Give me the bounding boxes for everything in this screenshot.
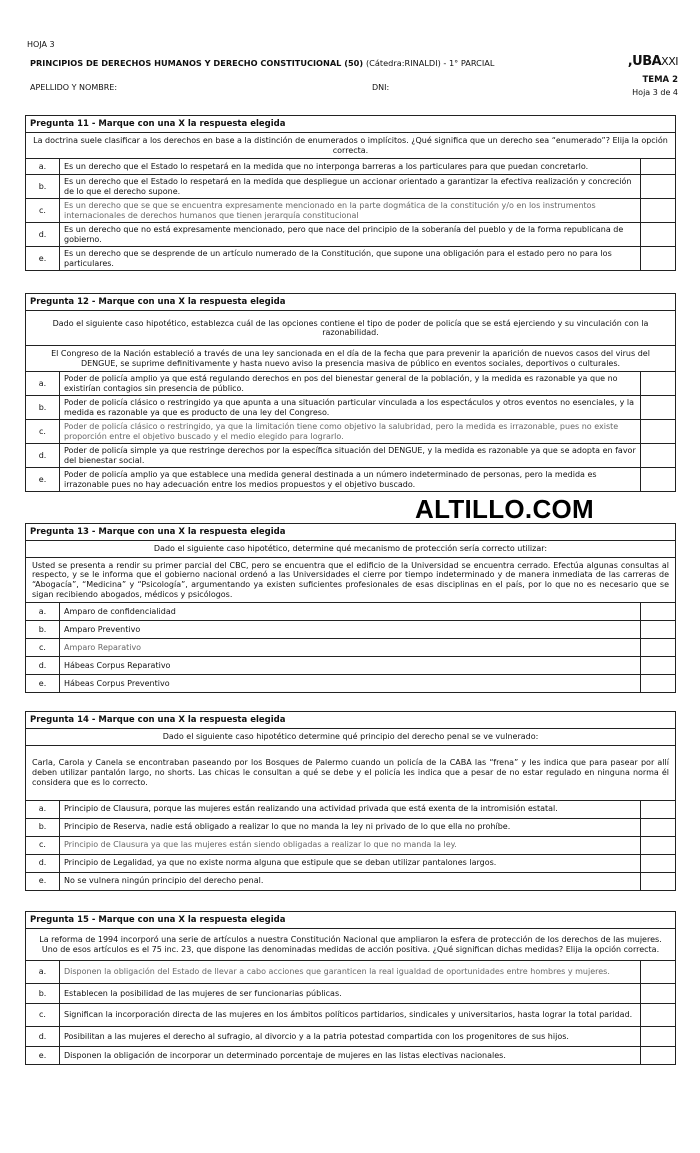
option-text: Poder de policía simple ya que restringe derechos por la específica situación del DENGUE, y la medida es razonable ya que se adopta en favor del bienestar social. [60,444,641,468]
option-letter: d. [26,657,60,675]
option-letter: c. [26,639,60,657]
option-text: Es un derecho que el Estado lo respetará en la medida que despliegue un accionar orientado a garantizar la efectiva realización y concreción de lo que el derecho supone. [60,175,641,199]
option-text: Amparo de confidencialidad [60,603,641,621]
option-text: Amparo Preventivo [60,621,641,639]
answer-box[interactable] [641,872,676,890]
question-statement: Dado el siguiente caso hipotético, establezca cuál de las opciones contiene el tipo de poder de policía que se está ejerciendo y su vinculación con la razonabilidad. [26,311,676,346]
answer-box[interactable] [641,1047,676,1065]
option-text: Disponen la obligación de incorporar un determinado porcentaje de mujeres en las listas electivas nacionales. [60,1047,641,1065]
option-letter: e. [26,675,60,693]
page-count: Hoja 3 de 4 [632,88,678,97]
uba-xxi-logo: ,UBAXXI [627,54,678,69]
option-text: Hábeas Corpus Reparativo [60,657,641,675]
course-title: PRINCIPIOS DE DERECHOS HUMANOS Y DERECHO CONSTITUCIONAL (50) (Cátedra:RINALDI) - 1° PARCIAL [30,58,495,68]
answer-box[interactable] [641,984,676,1004]
option-text: Principio de Clausura ya que las mujeres están siendo obligadas a realizar lo que no manda la ley. [60,836,641,854]
option-letter: b. [26,984,60,1004]
answer-box[interactable] [641,1004,676,1027]
option-text: Poder de policía amplio ya que está regulando derechos en pos del bienestar general de la población, y la medida es razonable ya que no existirían contagios sin presencia de público. [60,372,641,396]
answer-box[interactable] [641,675,676,693]
option-text: Poder de policía amplio ya que establece una medida general destinada a un número indeterminado de personas, pero la medida es irrazonable pues no hay adecuación entre los medios propuestos y el objetivo buscado. [60,468,641,492]
answer-box[interactable] [641,1027,676,1047]
option-letter: d. [26,1027,60,1047]
answer-box[interactable] [641,621,676,639]
option-text: Posibilitan a las mujeres el derecho al sufragio, al divorcio y a la patria potestad compartida con los progenitores de sus hijos. [60,1027,641,1047]
option-letter: d. [26,223,60,247]
option-letter: b. [26,175,60,199]
answer-box[interactable] [641,247,676,271]
answer-box[interactable] [641,800,676,818]
option-letter: b. [26,396,60,420]
option-text: Disponen la obligación del Estado de llevar a cabo acciones que garanticen la real igualdad de oportunidades entre hombres y mujeres. [60,961,641,984]
question-12 [25,293,676,492]
answer-box[interactable] [641,657,676,675]
question-statement: La reforma de 1994 incorporó una serie de artículos a nuestra Constitución Nacional que ampliaron la esfera de protección de los derechos de las mujeres. Uno de esos artículos es el 75 inc. 23, que dispone las denominadas medidas de acción positiva. ¿Qué significan dichas medidas? Elija la opción correcta. [26,929,676,961]
question-statement: Dado el siguiente caso hipotético determine qué principio del derecho penal se ve vulnerado: [26,729,676,746]
answer-box[interactable] [641,818,676,836]
sheet-label: HOJA 3 [27,40,55,49]
name-field-label: APELLIDO Y NOMBRE: [30,83,118,92]
case-statement: El Congreso de la Nación estableció a través de una ley sancionada en el día de la fecha que para prevenir la aparición de nuevos casos del virus del DENGUE, se suprime definitivamente y hasta nuevo aviso la presencia masiva de público en eventos sociales, deportivos o culturales. [26,346,676,372]
option-letter: c. [26,1004,60,1027]
question-title: Pregunta 15 - Marque con una X la respuesta elegida [26,912,676,929]
question-11 [25,115,676,271]
question-13 [25,523,676,693]
case-statement: Usted se presenta a rendir su primer parcial del CBC, pero se encuentra que el edificio de la Universidad se encuentra cerrado. Efectúa algunas consultas al respecto, y se le informa que el gobierno nacional ordenó a las Universidades el cierre por tiempo indeterminado y de manera inmediata de las carreras de “Abogacía”, “Medicina” y “Psicología”, argumentando ya existen suficientes profesionales de esas disciplinas en el país, por lo que no es necesario que se sigan recibiendo abogados, médicos y psicólogos. [26,557,676,602]
option-letter: e. [26,468,60,492]
option-text: Poder de policía clásico o restringido, ya que la limitación tiene como objetivo la salubridad, pero la medida es irrazonable, pues no existe proporción entre el objetivo buscado y el medio elegido para lograrlo. [60,420,641,444]
option-text: Establecen la posibilidad de las mujeres de ser funcionarias públicas. [60,984,641,1004]
option-letter: a. [26,800,60,818]
answer-box[interactable] [641,159,676,175]
option-text: Principio de Legalidad, ya que no existe norma alguna que estipule que se deban utilizar pantalones largos. [60,854,641,872]
case-statement: Carla, Carola y Canela se encontraban paseando por los Bosques de Palermo cuando un policía de la CABA las “frena” y les indica que para pasear por allí deben utilizar pantalón largo, no shorts. Las chicas le consultan a qué se debe y el policía les indica que a pesar de no estar regulado en ninguna norma él considera que es lo correcto. [26,745,676,800]
answer-box[interactable] [641,444,676,468]
question-title: Pregunta 12 - Marque con una X la respuesta elegida [26,294,676,311]
option-letter: c. [26,836,60,854]
option-letter: a. [26,372,60,396]
option-letter: e. [26,1047,60,1065]
option-text: Amparo Reparativo [60,639,641,657]
watermark: ALTILLO.COM [415,494,595,524]
option-letter: a. [26,159,60,175]
answer-box[interactable] [641,603,676,621]
answer-box[interactable] [641,854,676,872]
option-letter: b. [26,621,60,639]
option-text: Es un derecho que se desprende de un artículo numerado de la Constitución, que supone una obligación para el estado pero no para los particulares. [60,247,641,271]
question-title: Pregunta 14 - Marque con una X la respuesta elegida [26,712,676,729]
answer-box[interactable] [641,199,676,223]
option-letter: a. [26,961,60,984]
answer-box[interactable] [641,396,676,420]
answer-box[interactable] [641,639,676,657]
answer-box[interactable] [641,961,676,984]
option-text: Poder de policía clásico o restringido ya que apunta a una situación particular vinculada a los espectáculos y otros eventos no esenciales, y la medida es razonable ya que es producto de una ley del Congreso. [60,396,641,420]
option-text: No se vulnera ningún principio del derecho penal. [60,872,641,890]
option-letter: c. [26,199,60,223]
answer-box[interactable] [641,223,676,247]
option-letter: e. [26,872,60,890]
question-14 [25,711,676,891]
answer-box[interactable] [641,420,676,444]
tema-label: TEMA 2 [642,75,678,85]
question-title: Pregunta 11 - Marque con una X la respuesta elegida [26,116,676,133]
answer-box[interactable] [641,468,676,492]
answer-box[interactable] [641,175,676,199]
question-statement: Dado el siguiente caso hipotético, determine qué mecanismo de protección sería correcto utilizar: [26,541,676,558]
option-letter: c. [26,420,60,444]
option-text: Principio de Reserva, nadie está obligado a realizar lo que no manda la ley ni privado de lo que ella no prohíbe. [60,818,641,836]
option-text: Significan la incorporación directa de las mujeres en los ámbitos políticos partidarios, sindicales y universitarios, hasta lograr la total paridad. [60,1004,641,1027]
question-title: Pregunta 13 - Marque con una X la respuesta elegida [26,524,676,541]
option-text: Es un derecho que se que se encuentra expresamente mencionado en la parte dogmática de la constitución y/o en los instrumentos internacionales de derechos humanos que tienen jerarquía constitucional [60,199,641,223]
option-letter: d. [26,854,60,872]
answer-box[interactable] [641,372,676,396]
option-letter: b. [26,818,60,836]
question-15 [25,911,676,1065]
answer-box[interactable] [641,836,676,854]
question-statement: La doctrina suele clasificar a los derechos en base a la distinción de enumerados o implícitos. ¿Qué significa que un derecho sea “enumerado”? Elija la opción correcta. [26,133,676,159]
option-letter: a. [26,603,60,621]
option-letter: d. [26,444,60,468]
dni-field-label: DNI: [372,83,390,92]
option-text: Principio de Clausura, porque las mujeres están realizando una actividad privada que está exenta de la intromisión estatal. [60,800,641,818]
option-text: Hábeas Corpus Preventivo [60,675,641,693]
option-text: Es un derecho que no está expresamente mencionado, pero que nace del principio de la soberanía del pueblo y de la forma republicana de gobierno. [60,223,641,247]
option-text: Es un derecho que el Estado lo respetará en la medida que no interponga barreras a los particulares para que puedan concretarlo. [60,159,641,175]
option-letter: e. [26,247,60,271]
